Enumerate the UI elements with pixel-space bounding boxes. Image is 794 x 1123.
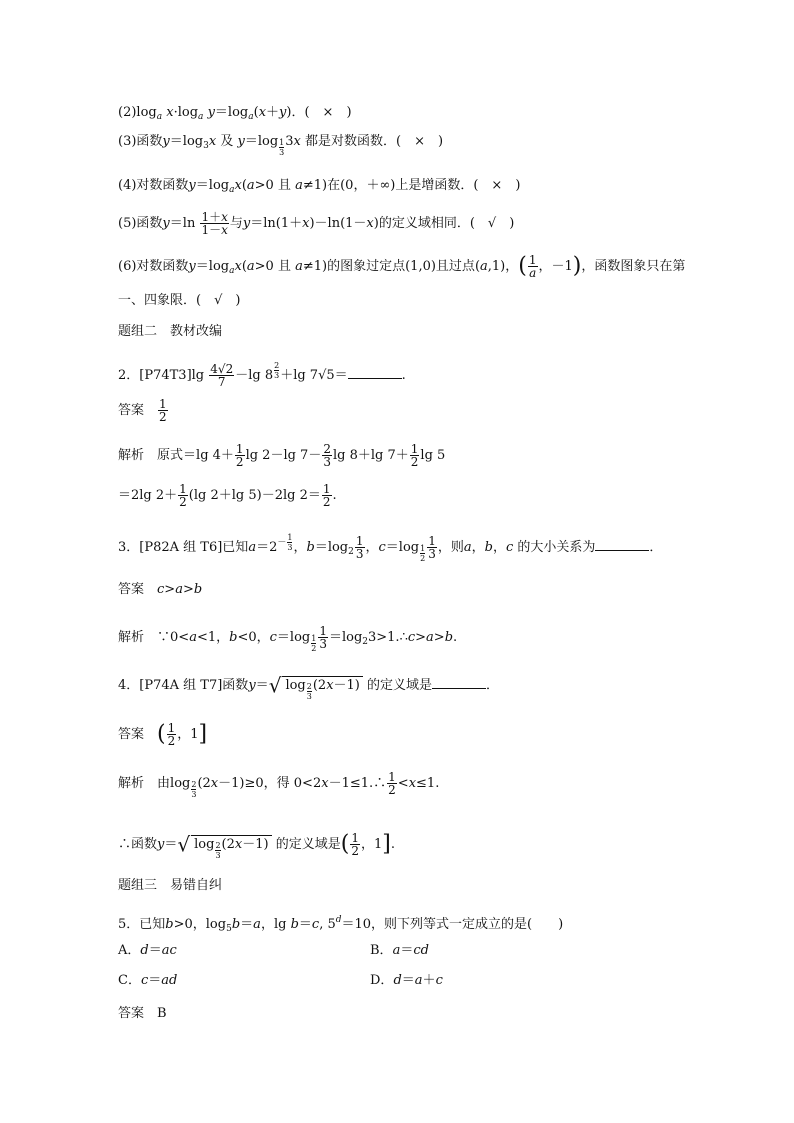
analysis-4: 解析 由log $\frac{2}{3}$ (2x－1)≥0，得 0<2x－1≤1.∴ $\frac{1}{2}$ <x≤1. — [118, 770, 440, 799]
analysis-2: 解析 原式＝lg 4＋ $\frac{1}{2}$ lg 2－lg 7－ $\frac{2}{3}$ lg 8＋lg 7＋ $\frac{1}{2}$ lg 5 — [118, 442, 446, 469]
option-a[interactable]: A．d＝ac — [118, 943, 177, 958]
group-2-title: 题组二 教材改编 — [118, 324, 223, 339]
answer-5: 答案 B — [118, 1006, 167, 1021]
statement-6: (6)对数函数$y=\log_ax(a>0$ 且 a≠1)的图象过定点(1,0)且过点(a,1)，( $\frac{1}{a}$ ，－1)，函数图象只在第 — [118, 253, 686, 280]
analysis-3: 解析 ∵0<a<1，b<0，c＝log $\frac{1}{2}$ $\frac{1}{3}$ $=\log_23>1.\therefore c>a>b$. — [118, 624, 458, 653]
option-b[interactable]: B．a＝cd — [370, 943, 429, 958]
answer-3: 答案 c>a>b — [118, 582, 203, 597]
statement-5: (5)函数y＝ln $\frac{1+x}{1-x}$ 与y＝ln(1＋x)－ln(1－x)的定义域相同．( √ ) — [118, 210, 515, 237]
question-3: 3．[P82A 组 T6]已知$a=2^{- \frac{1}{3}}$ ，$b=\log_2$ $\frac{1}{3}$ ，c＝log $\frac{1}{2}$ $\frac{1}{3}$ ，则a，b，c 的大小关系为 ． — [118, 533, 663, 563]
statement-2-mark: ( × ) — [304, 105, 352, 120]
question-2: 2．[P74T3]lg $\frac{4√2}{7}$ －lg 8 $^{\frac{2}{3}}$ ＋lg 7√5＝ . — [118, 361, 406, 389]
conclusion-4: ∴函数y＝√ log $\frac{2}{3}$ (2x－1) 的定义域是( $\frac{1}{2}$ ，1]. — [118, 831, 395, 860]
statement-2: $(2)\log_a$ $x\cdot\log_a$ $y=\log_a(x+y)$．( × ) — [118, 105, 352, 122]
analysis-2-cont: ＝2lg 2＋ $\frac{1}{2}$ (lg 2＋lg 5)－2lg 2＝ $\frac{1}{2}$ . — [118, 482, 337, 509]
answer-4: 答案 ( $\frac{1}{2}$ ，1] — [118, 721, 208, 748]
statement-6-cont: 一、四象限．( √ ) — [118, 293, 241, 308]
answer-2: 答案 $\frac{1}{2}$ — [118, 397, 167, 424]
question-5: 5．已知b>0，$\log_5b=a$，lg b＝c, $5^d=10$，则下列等式一定成立的是( ) — [118, 915, 564, 934]
statement-2-prefix: (2)log — [118, 105, 157, 120]
group-3-title: 题组三 易错自纠 — [118, 878, 223, 893]
answer-blank[interactable] — [348, 366, 402, 379]
option-c[interactable]: C．c＝ad — [118, 973, 178, 988]
statement-3: (3)函数$y=\log_3x$ 及 y＝log $\frac{1}{3}$ 3x 都是对数函数．( × ) — [118, 134, 444, 157]
statement-4: (4)对数函数$y=\log_ax(a>0$ 且 a≠1)在(0，＋∞)上是增函数．( × ) — [118, 178, 521, 195]
question-4: 4．[P74A 组 T7]函数y＝√ log $\frac{2}{3}$ (2x－1) 的定义域是 ． — [118, 673, 500, 701]
option-d[interactable]: D．d＝a＋c — [370, 973, 443, 988]
